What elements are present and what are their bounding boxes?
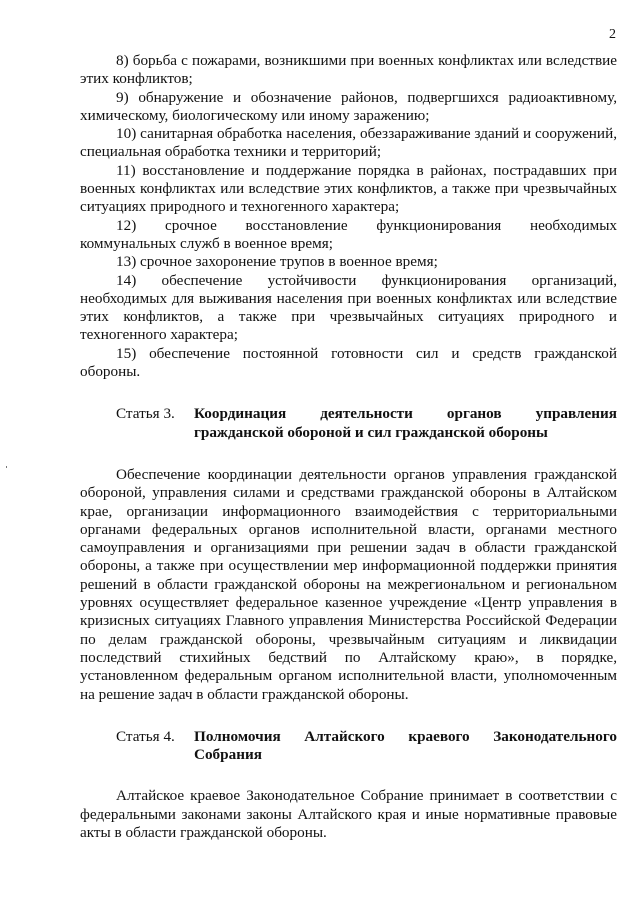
list-item: 9) обнаружение и обозначение районов, подвергшихся радиоактивному, химическому, биологическому или иному заражению; bbox=[80, 88, 617, 124]
list-item: 10) санитарная обработка населения, обеззараживание зданий и сооружений, специальная обработка техники и территорий; bbox=[80, 125, 617, 161]
list-item: 13) срочное захоронение трупов в военное время; bbox=[116, 253, 438, 271]
list-item: 12) срочное восстановление функционирования необходимых коммунальных служб в военное время; bbox=[80, 216, 617, 252]
scan-mark bbox=[6, 466, 7, 468]
article-4-title: Полномочия Алтайского краевого Законодательного Собрания bbox=[194, 727, 617, 764]
article-3-heading bbox=[80, 405, 617, 442]
article-3-title: Координация деятельности органов управления гражданской обороной и сил гражданской обороны bbox=[194, 405, 617, 441]
article-4-body: Алтайское краевое Законодательное Собрание принимает в соответствии с федеральными законами законы Алтайского края и иные нормативные правовые акты в области гражданской обороны. bbox=[80, 787, 617, 841]
article-3-body: Обеспечение координации деятельности органов управления гражданской обороной, управления силами и средствами гражданской обороны в Алтайском крае, организации информационного взаимодействия с территориальными органами федеральных органов исполнительной власти, органами местного самоуправления и организациями при решении задач в области гражданской обороны, а также при осуществлении мер информационной поддержки принятия решений в области гражданской обороны на межрегиональном и региональном уровнях осуществляет федеральное казенное учреждение «Центр управления в кризисных ситуациях Главного управления Министерства Российской Федерации по делам гражданской обороны, чрезвычайным ситуациям и ликвидации последствий стихийных бедствий по Алтайскому краю», в порядке, установленном федеральным органом исполнительной власти, уполномоченным на решение задач в области гражданской обороны. bbox=[80, 465, 617, 703]
list-item: 8) борьба с пожарами, возникшими при военных конфликтах или вследствие этих конфликтов; bbox=[80, 52, 617, 88]
article-4-number: Статья 4. bbox=[116, 727, 175, 745]
article-3-number: Статья 3. bbox=[116, 405, 175, 423]
list-item: 14) обеспечение устойчивости функционирования организаций, необходимых для выживания населения при военных конфликтах или вследствие этих конфликтов, а также при чрезвычайных ситуациях природного и техногенного характера; bbox=[80, 271, 617, 344]
document-body bbox=[80, 52, 617, 842]
list-item: 15) обеспечение постоянной готовности сил и средств гражданской обороны. bbox=[80, 344, 617, 381]
list-item: 11) восстановление и поддержание порядка в районах, пострадавших при военных конфликтах или вследствие этих конфликтов, а также при чрезвычайных ситуациях природного и техногенного характера; bbox=[80, 161, 617, 216]
page-number: 2 bbox=[609, 27, 616, 42]
article-4-heading bbox=[80, 728, 617, 765]
